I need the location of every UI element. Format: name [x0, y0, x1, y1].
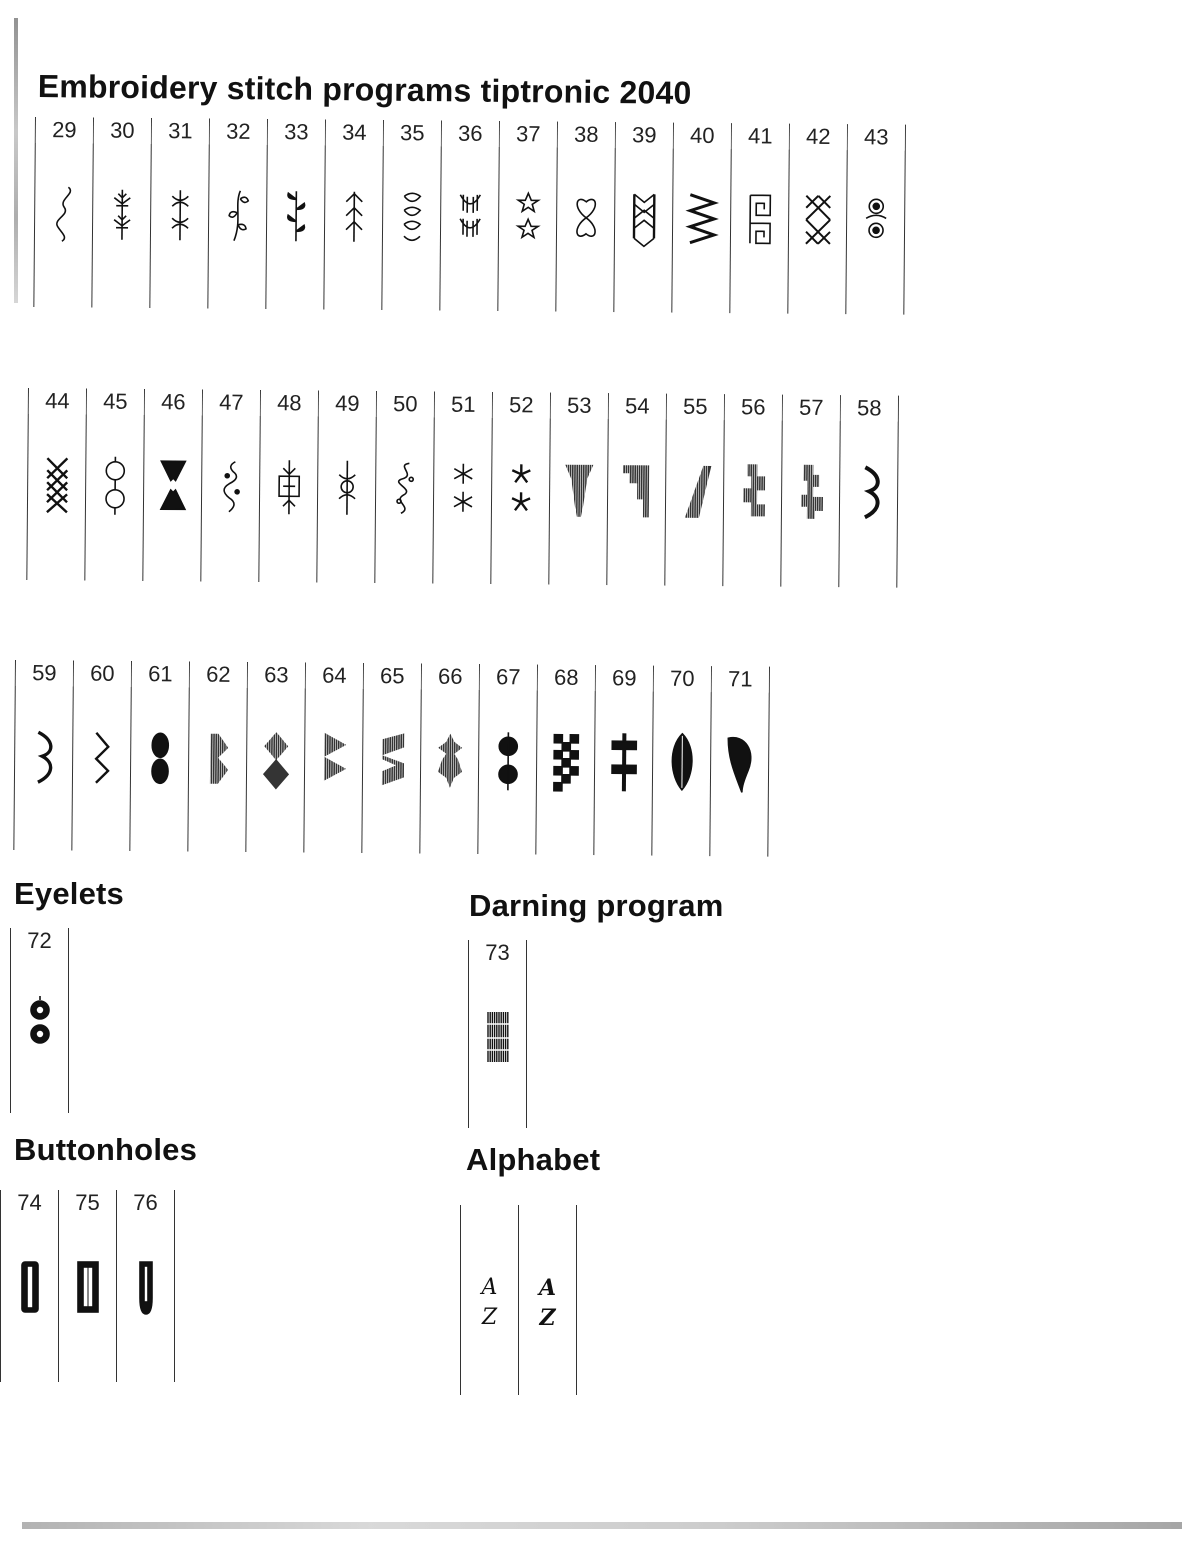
stitch-number: 32 — [210, 119, 267, 145]
stitch-56-icon — [734, 460, 771, 522]
stitch-row-3 — [13, 660, 770, 857]
stitch-cell-33 — [266, 119, 326, 309]
stitch-cell-44 — [26, 388, 87, 581]
stitch-number: 42 — [790, 124, 847, 150]
stitch-number: 50 — [377, 391, 434, 417]
stitch-number: 65 — [364, 663, 421, 689]
stitch-number: 37 — [500, 121, 557, 147]
stitch-number: 74 — [1, 1190, 58, 1216]
stitch-60-icon — [83, 727, 120, 789]
stitch-53-icon — [560, 459, 597, 521]
stitch-cell-37 — [498, 121, 558, 311]
stitch-63-icon — [257, 728, 294, 790]
stitch-number: 49 — [319, 391, 376, 417]
stitch-59-icon — [25, 726, 62, 788]
stitch-36-icon — [451, 187, 488, 249]
stitch-number: 70 — [654, 666, 711, 692]
stitch-number: 75 — [59, 1190, 116, 1216]
stitch-65-icon — [373, 729, 410, 791]
stitch-52-icon — [502, 458, 539, 520]
stitch-cell-71 — [710, 666, 770, 856]
stitch-cell-42 — [788, 124, 848, 314]
stitch-number: 59 — [16, 660, 73, 686]
stitch-cell-49 — [317, 391, 377, 583]
buttonholes-heading: Buttonholes — [14, 1132, 198, 1167]
stitch-67-icon — [489, 730, 526, 792]
stitch-cell-47 — [201, 390, 261, 582]
stitch-number: 68 — [538, 665, 595, 691]
stitch-47-icon — [212, 456, 249, 518]
stitch-cell-29 — [33, 117, 94, 308]
stitch-cell-65 — [362, 663, 422, 853]
stitch-cell-54 — [607, 393, 667, 585]
stitch-cell-67 — [478, 664, 538, 854]
stitch-75-icon — [70, 1256, 106, 1318]
stitch-number: 44 — [29, 388, 86, 414]
stitch-number: 51 — [435, 392, 492, 418]
stitch-45-icon — [96, 455, 133, 517]
stitch-number: 60 — [74, 661, 131, 687]
stitch-58-icon — [850, 461, 887, 523]
stitch-cell-35 — [382, 120, 442, 310]
stitch-cell-43 — [846, 124, 906, 314]
page-title: Embroidery stitch programs tiptronic 2040 — [37, 68, 692, 111]
stitch-number: 34 — [326, 120, 383, 146]
alphabet-heading: Alphabet — [466, 1142, 601, 1177]
stitch-69-icon — [605, 731, 642, 793]
stitch-number: 67 — [480, 664, 537, 690]
stitch-74-icon — [12, 1256, 48, 1318]
stitch-29-icon — [45, 183, 82, 245]
stitch-number: 41 — [732, 123, 789, 149]
stitch-cell-40 — [672, 123, 732, 313]
stitch-71-icon — [721, 732, 758, 794]
darning-row — [468, 940, 527, 1128]
stitch-number: 43 — [848, 124, 905, 150]
stitch-30-icon — [103, 184, 140, 246]
stitch-73-icon — [480, 1006, 516, 1068]
stitch-cell-57 — [781, 395, 841, 587]
stitch-cell-48 — [259, 390, 319, 582]
stitch-cell-74 — [0, 1190, 59, 1382]
stitch-number: 62 — [190, 662, 247, 688]
stitch-number: 66 — [422, 664, 479, 690]
stitch-39-icon — [625, 188, 662, 250]
stitch-cell-61 — [130, 661, 190, 851]
stitch-cell-72 — [10, 928, 69, 1113]
stitch-43-icon — [857, 190, 894, 252]
stitch-number: 38 — [558, 122, 615, 148]
alphabet-script-glyph: A Z — [538, 1275, 557, 1331]
stitch-35-icon — [393, 186, 430, 248]
stitch-number: 56 — [725, 394, 782, 420]
stitch-68-icon — [547, 731, 584, 793]
stitch-cell-75 — [59, 1190, 117, 1382]
stitch-number: 55 — [667, 394, 724, 420]
stitch-cell-53 — [549, 393, 609, 585]
stitch-number: 54 — [609, 393, 666, 419]
stitch-number: 53 — [551, 393, 608, 419]
stitch-cell-69 — [594, 665, 654, 855]
eyelets-row — [10, 928, 69, 1113]
stitch-cell-62 — [188, 662, 248, 852]
stitch-number: 33 — [268, 119, 325, 145]
stitch-number: 30 — [94, 118, 151, 144]
stitch-51-icon — [444, 458, 481, 520]
stitch-cell-58 — [839, 395, 899, 587]
stitch-cell-46 — [143, 389, 203, 581]
buttonholes-row — [0, 1190, 175, 1382]
stitch-66-icon — [431, 730, 468, 792]
alphabet-cell-script — [519, 1205, 577, 1395]
stitch-cell-52 — [491, 392, 551, 584]
stitch-number: 63 — [248, 662, 305, 688]
stitch-number: 52 — [493, 392, 550, 418]
stitch-57-icon — [792, 461, 829, 523]
darning-heading: Darning program — [469, 888, 724, 923]
stitch-cell-51 — [433, 392, 493, 584]
scan-edge-bottom — [22, 1522, 1182, 1529]
stitch-number: 29 — [36, 117, 93, 143]
stitch-38-icon — [567, 188, 604, 250]
stitch-40-icon — [683, 189, 720, 251]
stitch-cell-59 — [13, 660, 74, 851]
stitch-number: 61 — [132, 661, 189, 687]
stitch-number: 47 — [203, 390, 260, 416]
stitch-46-icon — [154, 455, 191, 517]
alphabet-row — [460, 1205, 577, 1395]
stitch-row-2 — [26, 388, 899, 588]
stitch-number: 40 — [674, 123, 731, 149]
stitch-number: 48 — [261, 390, 318, 416]
stitch-number: 45 — [87, 389, 144, 415]
stitch-number: 58 — [841, 395, 898, 421]
stitch-76-icon — [128, 1256, 164, 1318]
stitch-number: 35 — [384, 120, 441, 146]
stitch-42-icon — [799, 190, 836, 252]
stitch-cell-38 — [556, 122, 616, 312]
stitch-cell-76 — [117, 1190, 175, 1382]
stitch-48-icon — [270, 456, 307, 518]
stitch-62-icon — [199, 728, 236, 790]
stitch-37-icon — [509, 187, 546, 249]
stitch-49-icon — [328, 457, 365, 519]
stitch-50-icon — [386, 457, 423, 519]
stitch-cell-64 — [304, 663, 364, 853]
stitch-number: 71 — [712, 666, 769, 692]
stitch-70-icon — [663, 732, 700, 794]
stitch-cell-70 — [652, 666, 712, 856]
alphabet-cell-upright — [460, 1205, 519, 1395]
alphabet-upright-glyph: A Z — [481, 1275, 498, 1330]
stitch-44-icon — [38, 454, 75, 516]
stitch-cell-63 — [246, 662, 306, 852]
stitch-number: 64 — [306, 663, 363, 689]
stitch-number: 76 — [117, 1190, 174, 1216]
stitch-cell-66 — [420, 664, 480, 854]
stitch-61-icon — [141, 727, 178, 789]
stitch-number: 69 — [596, 665, 653, 691]
stitch-33-icon — [277, 185, 314, 247]
eyelets-heading: Eyelets — [14, 876, 124, 911]
stitch-cell-36 — [440, 121, 500, 311]
stitch-cell-56 — [723, 394, 783, 586]
stitch-64-icon — [315, 729, 352, 791]
stitch-cell-32 — [208, 119, 268, 309]
stitch-cell-55 — [665, 394, 725, 586]
stitch-cell-73 — [468, 940, 527, 1128]
stitch-cell-60 — [72, 661, 132, 851]
stitch-cell-68 — [536, 665, 596, 855]
stitch-31-icon — [161, 184, 198, 246]
stitch-cell-45 — [85, 389, 145, 581]
stitch-cell-39 — [614, 122, 674, 312]
stitch-55-icon — [676, 460, 713, 522]
stitch-32-icon — [219, 185, 256, 247]
stitch-54-icon — [618, 459, 655, 521]
stitch-number: 46 — [145, 389, 202, 415]
stitch-cell-41 — [730, 123, 790, 313]
stitch-number: 73 — [469, 940, 526, 966]
stitch-34-icon — [335, 186, 372, 248]
stitch-number: 36 — [442, 121, 499, 147]
stitch-72-icon — [22, 994, 58, 1056]
stitch-number: 57 — [783, 395, 840, 421]
stitch-number: 72 — [11, 928, 68, 954]
stitch-number: 39 — [616, 122, 673, 148]
stitch-cell-30 — [92, 118, 152, 308]
stitch-cell-34 — [324, 120, 384, 310]
stitch-41-icon — [741, 189, 778, 251]
stitch-cell-50 — [375, 391, 435, 583]
stitch-row-1 — [33, 117, 906, 315]
stitch-number: 31 — [152, 118, 209, 144]
scan-edge-left — [14, 18, 18, 303]
stitch-cell-31 — [150, 118, 210, 308]
